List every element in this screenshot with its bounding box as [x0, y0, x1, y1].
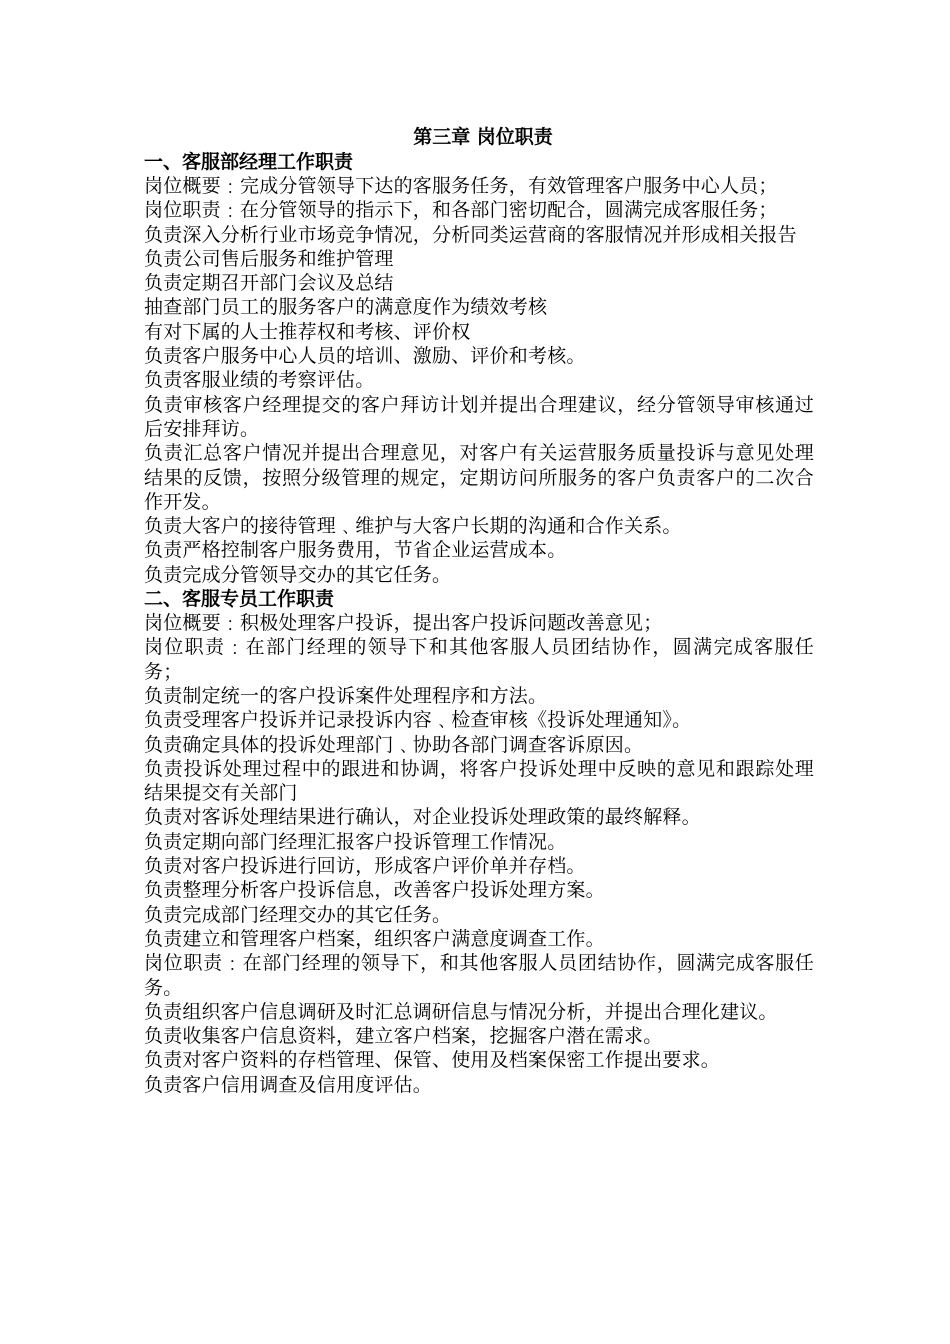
paragraph: 负责完成分管领导交办的其它任务。	[144, 563, 452, 586]
document-page	[144, 124, 814, 1097]
paragraph: 负责公司售后服务和维护管理	[144, 247, 394, 270]
page-title: 第三章 岗位职责	[413, 126, 553, 148]
paragraph: 负责深入分析行业市场竞争情况，分析同类运营商的客服情况并形成相关报告	[144, 223, 797, 246]
paragraph: 负责客服业绩的考察评估。	[144, 369, 375, 392]
section-heading: 二、客服专员工作职责	[144, 588, 335, 611]
paragraph: 负责审核客户经理提交的客户拜访计划并提出合理建议，经分管领导审核通过后安排拜访。	[144, 393, 814, 440]
paragraph: 负责大客户的接待管理﹑维护与大客户长期的沟通和合作关系。	[144, 515, 682, 538]
paragraph: 抽查部门员工的服务客户的满意度作为绩效考核	[144, 296, 548, 319]
paragraph: 负责制定统一的客户投诉案件处理程序和方法。	[144, 684, 548, 707]
paragraph: 负责受理客户投诉并记录投诉内容﹑检查审核《投诉处理通知》。	[144, 709, 692, 732]
document-body	[144, 150, 814, 1097]
paragraph: 负责对客户投诉进行回访，形成客户评价单并存档。	[144, 855, 586, 878]
paragraph: 有对下属的人士推荐权和考核、评价权	[144, 320, 471, 343]
paragraph: 岗位概要﹕积极处理客户投诉，提出客户投诉问题改善意见；	[144, 612, 663, 635]
paragraph: 负责对客户资料的存档管理、保管、使用及档案保密工作提出要求。	[144, 1049, 721, 1072]
paragraph: 岗位职责﹕在分管领导的指示下，和各部门密切配合，圆满完成客服任务；	[144, 199, 778, 222]
paragraph: 负责完成部门经理交办的其它任务。	[144, 903, 452, 926]
paragraph: 负责汇总客户情况并提出合理意见，对客户有关运营服务质量投诉与意见处理结果的反馈，按照分级管理的规定，定期访问所服务的客户负责客户的二次合作开发。	[144, 442, 814, 513]
paragraph: 岗位职责﹕在部门经理的领导下，和其他客服人员团结协作，圆满完成客服任务。	[144, 952, 814, 999]
paragraph: 负责收集客户信息资料，建立客户档案，挖掘客户潜在需求。	[144, 1025, 663, 1048]
paragraph: 负责建立和管理客户档案，组织客户满意度调查工作。	[144, 927, 605, 950]
paragraph: 负责对客诉处理结果进行确认，对企业投诉处理政策的最终解释。	[144, 806, 701, 829]
paragraph: 负责客户服务中心人员的培训、激励、评价和考核。	[144, 345, 586, 368]
section-heading: 一、客服部经理工作职责	[144, 151, 354, 173]
paragraph: 岗位职责﹕在部门经理的领导下和其他客服人员团结协作，圆满完成客服任务；	[144, 636, 814, 683]
paragraph: 负责客户信用调查及信用度评估。	[144, 1073, 433, 1096]
paragraph: 岗位概要﹕完成分管领导下达的客服务任务，有效管理客户服务中心人员；	[144, 175, 778, 197]
paragraph: 负责确定具体的投诉处理部门﹑协助各部门调查客诉原因。	[144, 733, 644, 756]
paragraph: 负责组织客户信息调研及时汇总调研信息与情况分析，并提出合理化建议。	[144, 1000, 778, 1023]
paragraph: 负责整理分析客户投诉信息，改善客户投诉处理方案。	[144, 879, 605, 902]
paragraph: 负责定期向部门经理汇报客户投诉管理工作情况。	[144, 830, 567, 853]
paragraph: 负责投诉处理过程中的跟进和协调，将客户投诉处理中反映的意见和跟踪处理结果提交有关部门	[144, 757, 814, 805]
paragraph: 负责严格控制客户服务费用，节省企业运营成本。	[144, 539, 567, 562]
paragraph: 负责定期召开部门会议及总结	[144, 272, 394, 295]
